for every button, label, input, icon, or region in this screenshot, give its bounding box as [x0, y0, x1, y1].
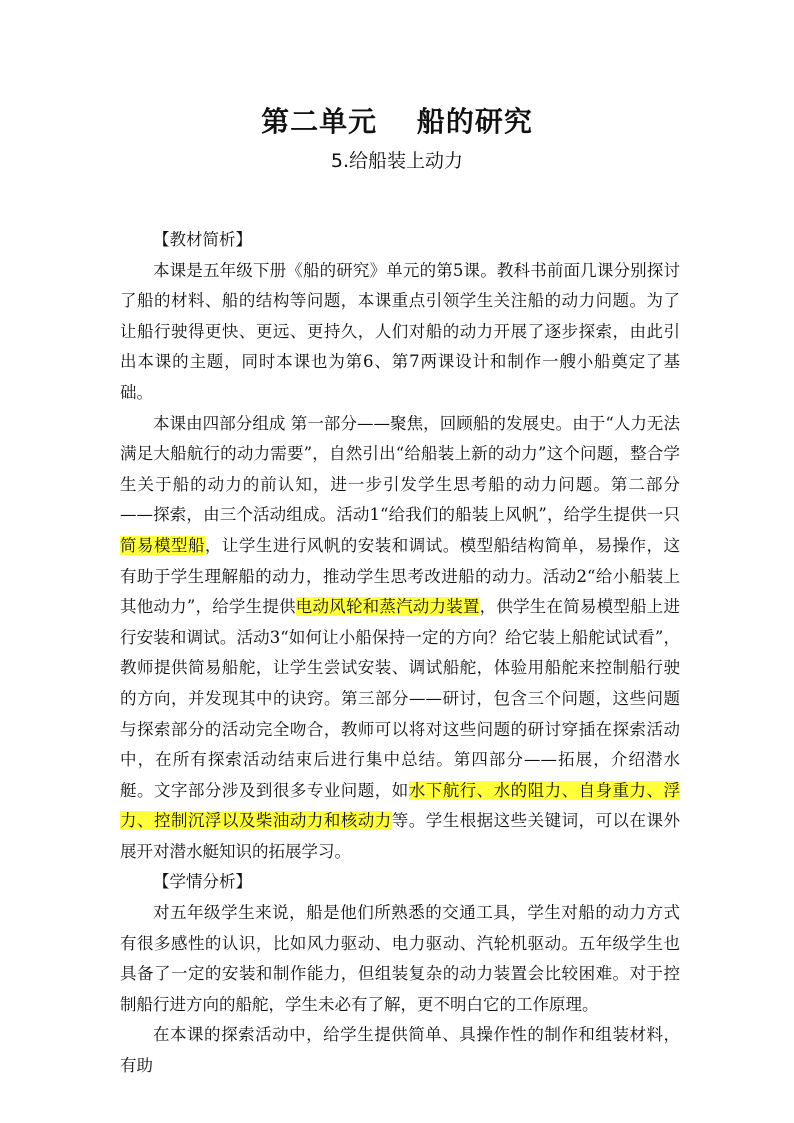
section-heading: 【教材简析】 — [153, 230, 252, 249]
body-paragraph — [120, 256, 680, 409]
text-run: 对五年级学生来说，船是他们所熟悉的交通工具，学生对船的动力方式有很多感性的认识，比如风力驱动、电力驱动、汽轮机驱动。五年级学生也具备了一定的安装和制作能力，但组装复杂的动力装置会比较困难。对于控制船行进方向的船舵，学生未必有了解，更不明白它的工作原理。 — [120, 903, 680, 1014]
lesson-title: 5.给船装上动力 — [330, 150, 464, 172]
body-paragraph — [120, 409, 680, 868]
document-body — [120, 225, 680, 1082]
body-paragraph — [120, 1020, 680, 1081]
text-run: ，供学生在简易模型船上进行安装和调试。活动3“如何让小船保持一定的方向？给它装上船舵试试看”，教师提供简易船舵，让学生尝试安装、调试船舵，体验用船舵来控制船行驶的方向，并发现其中的诀窍。第三部分——研讨，包含三个问题，这些问题与探索部分的活动完全吻合，教师可以将对这些问题的研讨穿插在探索活动中，在所有探索活动结束后进行集中总结。第四部分——拓展，介绍潜水艇。文字部分涉及到很多专业问题，如 — [120, 597, 681, 800]
section-heading: 【学情分析】 — [153, 872, 252, 892]
text-run: 本课由四部分组成 第一部分——聚焦，回顾船的发展史。由于“人力无法满足大船航行的动力需要”，自然引出“给船装上新的动力”这个问题，整合学生关于船的动力的前认知，进一步引发学生思考船的动力问题。第二部分——探索，由三个活动组成。活动1“给我们的船装上风帆”，给学生提供一只 — [120, 413, 680, 525]
highlighted-text: 简易模型船 — [120, 535, 205, 555]
highlighted-text: 电动风轮和蒸汽动力装置 — [295, 597, 480, 617]
text-run: ，让学生进行风帆的安装和调试。模型船结构简单，易操作，这有助于学生理解船的动力，推动学生思考改进船的动力。活动2“给小船装上其他动力”，给学生提供 — [120, 535, 680, 617]
text-run: 本课是五年级下册《船的研究》单元的第5课。教科书前面几课分别探讨了船的材料、船的结构等问题，本课重点引领学生关注船的动力问题。为了让船行驶得更快、更远、更持久，人们对船的动力开展了逐步探索，由此引出本课的主题，同时本课也为第6、第7两课设计和制作一艘小船奠定了基础。 — [120, 260, 680, 402]
text-run: 等。学生根据这些关键词，可以在课外展开对潜水艇知识的拓展学习。 — [120, 811, 680, 861]
highlighted-text: 水下航行、水的阻力、自身重力、浮力、控制沉浮以及柴油动力和核动力 — [120, 780, 680, 831]
text-run: 在本课的探索活动中，给学生提供简单、具操作性的制作和组装材料，有助 — [120, 1025, 680, 1076]
body-paragraph — [120, 898, 680, 1020]
unit-title: 第二单元 船的研究 — [261, 105, 533, 138]
